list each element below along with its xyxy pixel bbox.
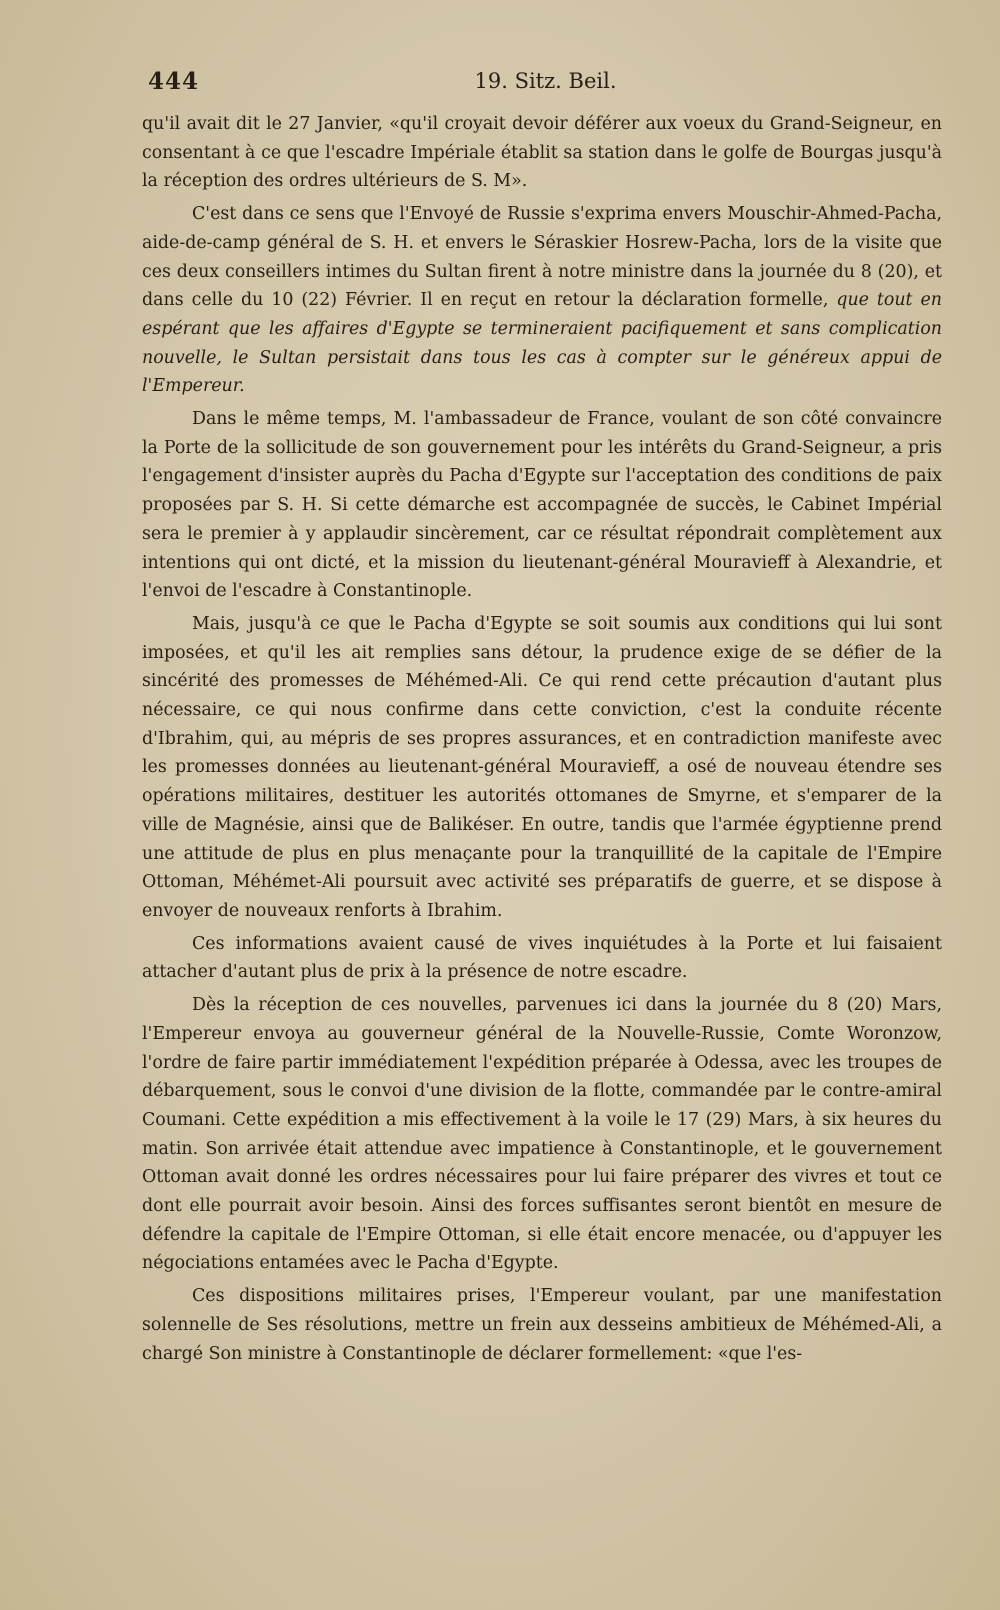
- paragraph-2-emphasis: que tout en espérant que les affaires d'Egypte se termineraient pacifiquement et sans complication nouvelle, le Sultan persistait dans tous les cas à compter sur le généreux appui de l'Empereur.: [142, 290, 942, 397]
- page-header: [148, 68, 943, 104]
- paragraph-5: Ces informations avaient causé de vives inquiétudes à la Porte et lui faisaient attacher d'autant plus de prix à la présence de notre escadre.: [142, 933, 942, 983]
- body-text: [142, 110, 942, 1372]
- paragraph-2: [142, 200, 942, 401]
- paragraph-3: Dans le même temps, M. l'ambassadeur de France, voulant de son côté convaincre la Porte de la sollicitude de son gouvernement pour les intérêts du Grand-Seigneur, a pris l'engagement d'insister auprès du Pacha d'Egypte sur l'acceptation des conditions de paix proposées par S. H. Si cette démarche est accompagnée de succès, le Cabinet Impérial sera le premier à y applaudir sincèrement, car ce résultat répondrait complètement aux intentions qui ont dicté, et la mission du lieutenant-général Mouravieff à Alexandrie, et l'envoi de l'escadre à Constantinople.: [142, 409, 942, 602]
- paragraph-4: Mais, jusqu'à ce que le Pacha d'Egypte se soit soumis aux conditions qui lui sont imposées, et qu'il les ait remplies sans détour, la prudence exige de se défier de la sincérité des promesses de Méhémed-Ali. Ce qui rend cette précaution d'autant plus nécessaire, ce qui nous confirme dans cette conviction, c'est la conduite récente d'Ibrahim, qui, au mépris de ses propres assurances, et en contradiction manifeste avec les promesses données au lieutenant-général Mouravieff, a osé de nouveau étendre ses opérations militaires, destituer les autorités ottomanes de Smyrne, et s'emparer de la ville de Magnésie, ainsi que de Balikéser. En outre, tandis que l'armée égyptienne prend une attitude de plus en plus menaçante pour la tranquillité de la capitale de l'Empire Ottoman, Méhémet-Ali poursuit avec activité ses préparatifs de guerre, et se dispose à envoyer de nouveaux renforts à Ibrahim.: [142, 613, 942, 921]
- paragraph-6: Dès la réception de ces nouvelles, parvenues ici dans la journée du 8 (20) Mars, l'Empereur envoya au gouverneur général de la Nouvelle-Russie, Comte Woronzow, l'ordre de faire partir immédiatement l'expédition préparée à Odessa, avec les troupes de débarquement, sous le convoi d'une division de la flotte, commandée par le contre-amiral Coumani. Cette expédition a mis effectivement à la voile le 17 (29) Mars, à six heures du matin. Son arrivée était attendue avec impatience à Constantinople, et le gouvernement Ottoman avait donné les ordres nécessaires pour lui faire préparer des vivres et tout ce dont elle pourrait avoir besoin. Ainsi des forces suffisantes seront bientôt en mesure de défendre la capitale de l'Empire Ottoman, si elle était encore menacée, ou d'appuyer les négociations entamées avec le Pacha d'Egypte.: [142, 995, 942, 1274]
- running-head: 19. Sitz. Beil.: [474, 69, 617, 93]
- paragraph-7: Ces dispositions militaires prises, l'Empereur voulant, par une manifestation solennelle de Ses résolutions, mettre un frein aux desseins ambitieux de Méhémed-Ali, a chargé Son ministre à Constantinople de déclarer formellement: «que l'es-: [142, 1286, 942, 1364]
- paragraph-1: qu'il avait dit le 27 Janvier, «qu'il croyait devoir déférer aux voeux du Grand-Seigneur, en consentant à ce que l'escadre Impériale établit sa station dans le golfe de Bourgas jusqu'à la réception des ordres ultérieurs de S. M».: [142, 114, 942, 192]
- paragraph-2-text: C'est dans ce sens que l'Envoyé de Russie s'exprima envers Mouschir-Ahmed-Pacha, aide-de-camp général de S. H. et envers le Séraskier Hosrew-Pacha, lors de la visite que ces deux conseillers intimes du Sultan firent à notre ministre dans la journée du 8 (20), et dans celle du 10 (22) Février. Il en reçut en retour la déclaration formelle,: [142, 204, 942, 311]
- page-number: 444: [148, 68, 200, 95]
